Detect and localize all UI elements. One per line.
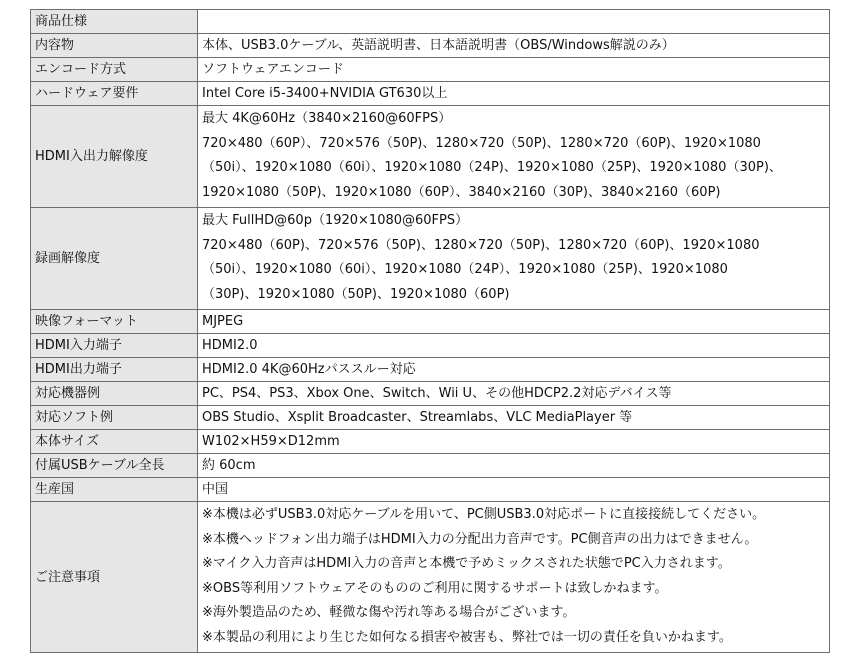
- spec-table: [30, 9, 830, 653]
- spec-value: [198, 82, 830, 106]
- spec-header-label: 商品仕様: [31, 10, 198, 34]
- spec-label: 付属USBケーブル全長: [31, 454, 198, 478]
- spec-value-line: 最大 4K@60Hz（3840×2160@60FPS）: [202, 111, 452, 126]
- spec-value-line: PC、PS4、PS3、Xbox One、Switch、Wii U、その他HDCP2.2対応デバイス等: [202, 386, 672, 401]
- spec-value-line: ※本製品の利用により生じた如何なる損害や被害も、弊社では一切の責任を負いかねます。: [202, 629, 732, 645]
- table-row: [31, 358, 830, 382]
- spec-label: HDMI入出力解像度: [31, 106, 198, 208]
- spec-value-line: MJPEG: [202, 314, 244, 329]
- spec-value: [198, 58, 830, 82]
- table-row: [31, 478, 830, 502]
- spec-value: [198, 334, 830, 358]
- spec-label: 内容物: [31, 34, 198, 58]
- table-row: [31, 382, 830, 406]
- spec-value: [198, 430, 830, 454]
- spec-value-line: HDMI2.0: [202, 338, 258, 353]
- table-row: [31, 58, 830, 82]
- spec-value-line: ※本機は必ずUSB3.0対応ケーブルを用いて、PC側USB3.0対応ポートに直接接続してください。: [202, 507, 766, 522]
- spec-header-value: [198, 10, 830, 34]
- spec-value-line: ※海外製造品のため、軽微な傷や汚れ等ある場合がございます。: [202, 605, 576, 620]
- spec-value: [198, 310, 830, 334]
- spec-value: [198, 406, 830, 430]
- table-row: [31, 106, 830, 208]
- spec-label: エンコード方式: [31, 58, 198, 82]
- spec-label: ハードウェア要件: [31, 82, 198, 106]
- spec-value: [198, 34, 830, 58]
- spec-value-line: ※マイク入力音声はHDMI入力の音声と本機で予めミックスされた状態でPC入力されます。: [202, 556, 731, 571]
- spec-label: ご注意事項: [31, 502, 198, 653]
- table-row: [31, 430, 830, 454]
- table-row: [31, 82, 830, 106]
- table-row: [31, 406, 830, 430]
- table-row: [31, 310, 830, 334]
- spec-value: [198, 106, 830, 208]
- table-row: [31, 334, 830, 358]
- spec-value-line: W102×H59×D12mm: [202, 434, 340, 449]
- spec-value-line: （50i）、1920×1080（60i）、1920×1080（24P）、1920×1080（25P)、1920×1080: [202, 262, 728, 277]
- spec-value: [198, 454, 830, 478]
- spec-label: HDMI出力端子: [31, 358, 198, 382]
- spec-value: [198, 502, 830, 653]
- spec-value-line: 720×480（60P)、720×576（50P)、1280×720（50P)、1280×720（60P)、1920×1080: [202, 237, 760, 253]
- spec-label: 生産国: [31, 478, 198, 502]
- spec-value-line: （30P)、1920×1080（50P)、1920×1080（60P): [202, 286, 510, 302]
- spec-value-line: Intel Core i5-3400+NVIDIA GT630以上: [202, 86, 448, 101]
- spec-label: 対応機器例: [31, 382, 198, 406]
- spec-value-line: 中国: [202, 482, 229, 497]
- spec-label: 本体サイズ: [31, 430, 198, 454]
- table-row: [31, 454, 830, 478]
- spec-value: [198, 478, 830, 502]
- spec-table-body: [31, 10, 830, 653]
- spec-value-line: ソフトウェアエンコード: [202, 62, 344, 77]
- spec-label: 対応ソフト例: [31, 406, 198, 430]
- spec-value-line: 720×480（60P）、720×576（50P)、1280×720（50P)、1280×720（60P)、1920×1080: [202, 135, 761, 151]
- spec-value: [198, 358, 830, 382]
- table-row: [31, 34, 830, 58]
- spec-value-line: OBS Studio、Xsplit Broadcaster、Streamlabs、VLC MediaPlayer 等: [202, 410, 633, 425]
- table-header-row: [31, 10, 830, 34]
- spec-value-line: HDMI2.0 4K@60Hzパススルー対応: [202, 362, 416, 377]
- spec-value-line: 本体、USB3.0ケーブル、英語説明書、日本語説明書（OBS/Windows解説のみ）: [202, 38, 675, 53]
- spec-label: 映像フォーマット: [31, 310, 198, 334]
- spec-value-line: 1920×1080（50P)、1920×1080（60P）、3840×2160（30P)、3840×2160（60P): [202, 184, 721, 200]
- spec-value-line: （50i）、1920×1080（60i）、1920×1080（24P)、1920×1080（25P)、1920×1080（30P)、: [202, 160, 782, 175]
- table-row: [31, 502, 830, 653]
- table-row: [31, 208, 830, 310]
- spec-value-line: ※OBS等利用ソフトウェアそのもののご利用に関するサポートは致しかねます。: [202, 580, 668, 596]
- spec-value-line: 最大 FullHD@60p（1920×1080@60FPS）: [202, 213, 469, 228]
- spec-label: 録画解像度: [31, 208, 198, 310]
- spec-value-line: 約 60cm: [202, 458, 256, 473]
- spec-value: [198, 208, 830, 310]
- spec-label: HDMI入力端子: [31, 334, 198, 358]
- spec-value-line: ※本機ヘッドフォン出力端子はHDMI入力の分配出力音声です。PC側音声の出力はできません。: [202, 531, 758, 547]
- spec-value: [198, 382, 830, 406]
